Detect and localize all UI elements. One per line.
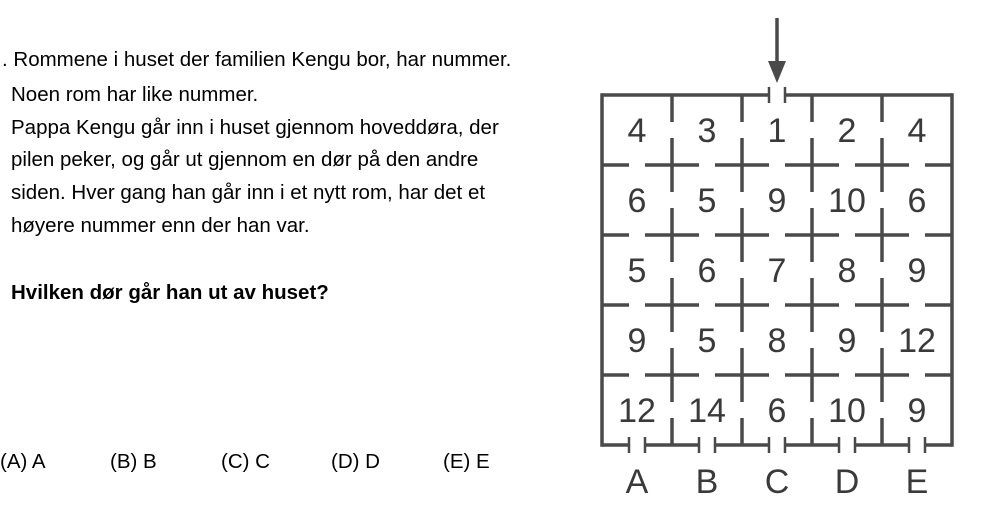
room-number: 12	[898, 322, 936, 360]
room-number: 4	[627, 112, 647, 150]
question-line-4: pilen peker, og går ut gjennom en dør på den andre	[11, 148, 479, 171]
room-number: 5	[697, 322, 717, 360]
house-diagram	[590, 10, 970, 510]
room-number: 6	[627, 182, 647, 220]
room-number: 8	[767, 322, 787, 360]
question-line-3: Pappa Kengu går inn i huset gjennom hoveddøra, der	[11, 116, 499, 139]
entry-arrow-icon	[768, 61, 786, 83]
question-line-6: høyere nummer enn der han var.	[11, 214, 310, 237]
room-number: 9	[627, 322, 647, 360]
answer-option-d[interactable]: (D) D	[331, 450, 380, 473]
room-number: 9	[767, 182, 787, 220]
answer-options	[0, 450, 560, 476]
exit-door-label-b: B	[695, 463, 719, 501]
house-grid	[590, 10, 970, 510]
room-number: 12	[618, 392, 656, 430]
room-number: 10	[828, 392, 866, 430]
room-number: 4	[907, 112, 927, 150]
exit-door-label-e: E	[905, 463, 929, 501]
question-line-2: Noen rom har like nummer.	[11, 83, 259, 106]
room-number: 1	[767, 112, 787, 150]
question-prompt: Hvilken dør går han ut av huset?	[11, 281, 329, 304]
room-number: 5	[627, 252, 647, 290]
room-number: 6	[767, 392, 787, 430]
answer-option-e[interactable]: (E) E	[443, 450, 490, 473]
room-number: 6	[697, 252, 717, 290]
room-number: 8	[837, 252, 857, 290]
question-line-1: . Rommene i huset der familien Kengu bor, har nummer.	[2, 48, 512, 71]
room-number: 9	[907, 392, 927, 430]
room-number: 5	[697, 182, 717, 220]
room-number: 9	[837, 322, 857, 360]
room-number: 3	[697, 112, 717, 150]
answer-option-b[interactable]: (B) B	[110, 450, 157, 473]
question-line-5: siden. Hver gang han går inn i et nytt rom, har det et	[11, 181, 486, 204]
exit-door-label-c: C	[764, 463, 790, 501]
room-number: 7	[767, 252, 787, 290]
exit-door-label-d: D	[834, 463, 860, 501]
room-number: 6	[907, 182, 927, 220]
answer-option-a[interactable]: (A) A	[0, 450, 46, 473]
room-number: 14	[688, 392, 726, 430]
answer-option-c[interactable]: (C) C	[221, 450, 270, 473]
room-number: 10	[828, 182, 866, 220]
room-number: 9	[907, 252, 927, 290]
room-number: 2	[837, 112, 857, 150]
exit-door-label-a: A	[625, 463, 649, 501]
